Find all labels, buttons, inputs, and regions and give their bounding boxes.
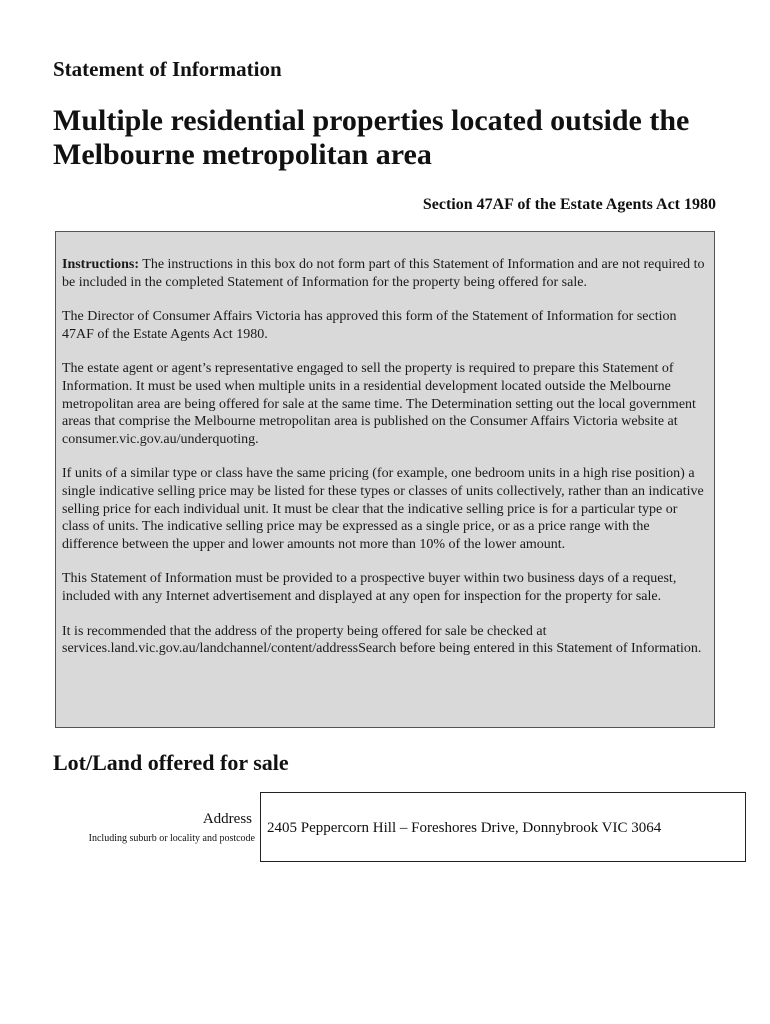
instructions-paragraph-agent: The estate agent or agent’s representative engaged to sell the property is required to prepare this Statement of Information. It must be used when multiple units in a residential development located outside the Melbourne metropolitan area are being offered for sale at the same time. The Determination setting out the local government areas that comprise the Melbourne metropolitan area is published on the Consumer Affairs Victoria website at consumer.vic.gov.au/underquoting. xyxy=(62,361,696,447)
section-reference: Section 47AF of the Estate Agents Act 1980 xyxy=(422,196,716,213)
instructions-paragraph-approval: The Director of Consumer Affairs Victoria has approved this form of the Statement of Information for section 47AF of the Estate Agents Act 1980. xyxy=(62,309,677,342)
instructions-paragraph-address-check: It is recommended that the address of the property being offered for sale be checked at services.land.vic.gov.au/landchannel/content/addressSearch before being entered in this Statement of Information. xyxy=(62,623,702,657)
instructions-heading: Instructions: xyxy=(62,257,140,272)
lot-section-heading: Lot/Land offered for sale xyxy=(53,750,289,775)
instructions-paragraph-provision: This Statement of Information must be provided to a prospective buyer within two business days of a request, included with any Internet advertisement and displayed at any open for inspection for the property for sale. xyxy=(62,571,677,604)
instructions-box xyxy=(55,231,715,728)
address-sublabel: Including suburb or locality and postcode xyxy=(88,833,255,844)
instructions-intro-paragraph xyxy=(62,256,708,291)
instructions-intro-text: The instructions in this box do not form part of this Statement of Information and are not required to be included in the completed Statement of Information for the property being offered for sale. xyxy=(62,257,705,290)
address-field[interactable]: 2405 Peppercorn Hill – Foreshores Drive, Donnybrook VIC 3064 xyxy=(260,792,746,862)
page-title: Multiple residential properties located outside the Melbourne metropolitan area xyxy=(53,104,690,171)
document-label: Statement of Information xyxy=(53,57,282,81)
instructions-paragraph-pricing: If units of a similar type or class have the same pricing (for example, one bedroom units in a high rise position) a single indicative selling price may be listed for these types or classes of units collectively, rather than an indicative selling price for each individual unit. It must be clear that the indicative selling price is for a particular type or class of units. The indicative selling price may be expressed as a single price, or as a price range with the difference between the upper and lower amounts not more than 10% of the lower amount. xyxy=(62,466,704,552)
address-label: Address xyxy=(202,811,252,827)
